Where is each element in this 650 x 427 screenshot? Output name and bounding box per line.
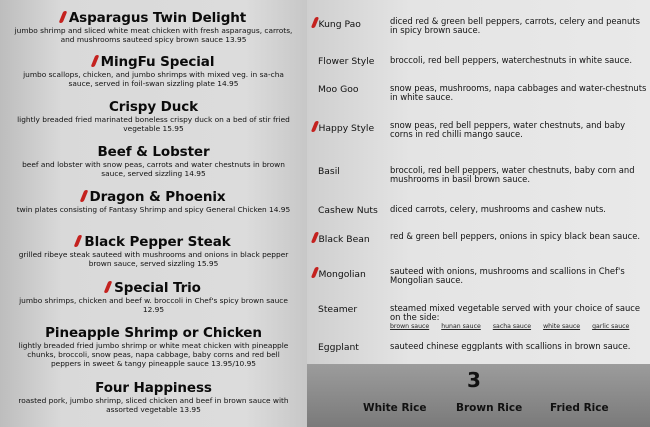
dish-pineapple-shrimp-or-chicken bbox=[0, 326, 307, 369]
dish-title: Four Happiness bbox=[95, 380, 212, 396]
sauce-name: Happy Style bbox=[318, 123, 375, 134]
dish-mingfu-special bbox=[0, 55, 307, 88]
sauce-option: brown sauce bbox=[390, 323, 430, 330]
sauce-description: broccoli, red bell peppers, waterchestnuts in white sauce. bbox=[390, 55, 632, 65]
rice-white: White Rice bbox=[363, 402, 427, 414]
dish-description: twin plates consisting of Fantasy Shrimp and spicy General Chicken 14.95 bbox=[16, 205, 291, 214]
sauce-name: Basil bbox=[318, 166, 340, 177]
sauce-name: Moo Goo bbox=[318, 84, 359, 95]
sauce-name: Eggplant bbox=[318, 342, 359, 353]
dish-title: Special Trio bbox=[114, 280, 201, 296]
rice-brown: Brown Rice bbox=[456, 402, 523, 414]
page-number: 3 bbox=[467, 368, 481, 392]
sauce-description: diced red & green bell peppers, carrots, celery and peanuts in spicy brown sauce. bbox=[390, 16, 640, 36]
dish-title: Asparagus Twin Delight bbox=[68, 10, 247, 26]
dish-title: MingFu Special bbox=[100, 54, 215, 70]
chili-pepper-icon bbox=[74, 235, 83, 247]
sauce-description: steamed mixed vegetable served with your choice of sauce on the side: bbox=[390, 303, 641, 323]
sauce-description: snow peas, red bell peppers, water chestnuts, and baby corns in red chilli mango sauce. bbox=[390, 120, 626, 140]
dish-title: Dragon & Phoenix bbox=[89, 189, 226, 205]
chili-pepper-icon bbox=[104, 281, 113, 293]
sauce-option: white sauce bbox=[543, 323, 581, 330]
sauce-name: Steamer bbox=[318, 304, 358, 315]
sauce-name: Flower Style bbox=[318, 56, 375, 67]
sauce-name: Black Bean bbox=[318, 234, 370, 245]
dish-description: grilled ribeye steak sauteed with mushrooms and onions in black pepper brown sauce, served sizzling 15.95 bbox=[18, 250, 289, 269]
dish-special-trio bbox=[0, 281, 307, 314]
dish-description: jumbo shrimps, chicken and beef w. broccoli in Chef's spicy brown sauce 12.95 bbox=[19, 296, 288, 315]
sauce-option: hunan sauce bbox=[441, 323, 481, 330]
sauce-description: snow peas, mushrooms, napa cabbages and water-chestnuts in white sauce. bbox=[390, 83, 647, 103]
dish-description: roasted pork, jumbo shrimp, sliced chicken and beef in brown sauce with assorted vegetable 13.95 bbox=[18, 396, 289, 415]
dish-dragon-phoenix bbox=[0, 190, 307, 214]
steamer-sauce-options bbox=[390, 323, 648, 330]
dish-description: jumbo scallops, chicken, and jumbo shrimps with mixed veg. in sa-cha sauce, served in foil-swan sizzling plate 14.95 bbox=[23, 70, 284, 89]
chili-pepper-icon bbox=[58, 11, 67, 23]
sauce-description: broccoli, red bell peppers, water chestnuts, baby corn and mushrooms in basil brown sauce. bbox=[390, 165, 635, 185]
sauce-name: Cashew Nuts bbox=[318, 205, 378, 216]
sauce-name: Mongolian bbox=[318, 269, 366, 280]
dish-beef-lobster bbox=[0, 145, 307, 178]
sauce-name: Kung Pao bbox=[318, 19, 361, 30]
dish-title: Pineapple Shrimp or Chicken bbox=[45, 325, 262, 341]
dish-title: Black Pepper Steak bbox=[84, 234, 231, 250]
rice-footer bbox=[307, 364, 650, 427]
dish-title: Crispy Duck bbox=[108, 99, 199, 115]
dish-title: Beef & Lobster bbox=[97, 144, 210, 160]
sauce-description: sauteed chinese eggplants with scallions in brown sauce. bbox=[390, 341, 631, 351]
sauce-styles-panel bbox=[307, 0, 650, 364]
dish-description: lightly breaded fried marinated boneless crispy duck on a bed of stir fried vegetable 15.95 bbox=[17, 115, 290, 134]
sauce-description: sauteed with onions, mushrooms and scallions in Chef's Mongolian sauce. bbox=[390, 266, 625, 286]
rice-fried: Fried Rice bbox=[550, 402, 609, 414]
dish-asparagus-twin-delight bbox=[0, 11, 307, 44]
dish-description: lightly breaded fried jumbo shrimp or white meat chicken with pineapple chunks, broccoli, snow peas, napa cabbage, baby corns and red bell peppers in sweet & tangy pineapple sauce 13.95/10.95 bbox=[18, 341, 289, 369]
sauce-description: diced carrots, celery, mushrooms and cashew nuts. bbox=[390, 204, 606, 214]
chili-pepper-icon bbox=[79, 190, 88, 202]
dish-crispy-duck bbox=[0, 100, 307, 133]
sauce-option: garlic sauce bbox=[592, 323, 630, 330]
entrees-column bbox=[0, 0, 307, 427]
dish-description: jumbo shrimp and sliced white meat chicken with fresh asparagus, carrots, and mushrooms sauteed spicy brown sauce 13.95 bbox=[14, 26, 293, 45]
chili-pepper-icon bbox=[90, 55, 99, 67]
sauce-option: sacha sauce bbox=[492, 323, 532, 330]
dish-black-pepper-steak bbox=[0, 235, 307, 268]
dish-four-happiness bbox=[0, 381, 307, 414]
dish-description: beef and lobster with snow peas, carrots and water chestnuts in brown sauce, served sizzling 14.95 bbox=[22, 160, 285, 179]
sauce-description: red & green bell peppers, onions in spicy black bean sauce. bbox=[390, 231, 641, 241]
